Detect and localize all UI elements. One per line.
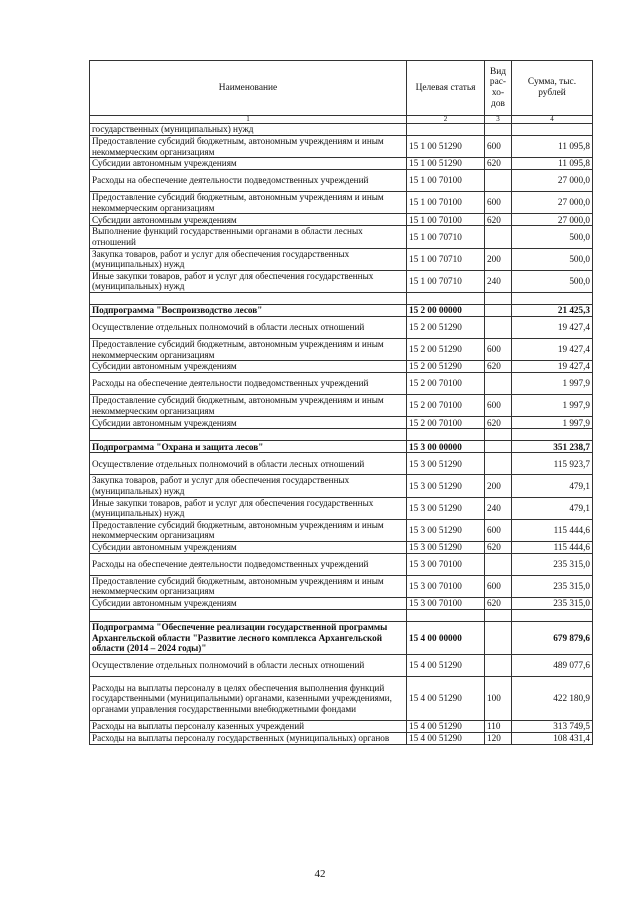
table-row — [90, 226, 593, 248]
row-sum: 19 427,4 — [512, 316, 593, 338]
row-article: 15 3 00 51290 — [407, 497, 485, 519]
row-name: Закупка товаров, работ и услуг для обеспечения государственных (муниципальных) нужд — [90, 248, 407, 270]
empty-cell — [485, 292, 512, 304]
table-row — [90, 270, 593, 292]
row-name: Расходы на обеспечение деятельности подведомственных учреждений — [90, 553, 407, 575]
row-expense-type: 110 — [485, 721, 512, 733]
table-row — [90, 655, 593, 677]
row-article: 15 3 00 70100 — [407, 553, 485, 575]
table-row — [90, 598, 593, 610]
row-article: 15 3 00 51290 — [407, 453, 485, 475]
row-article: 15 2 00 70100 — [407, 373, 485, 395]
row-name: Подпрограмма "Воспроизводство лесов" — [90, 304, 407, 316]
row-article: 15 1 00 70710 — [407, 226, 485, 248]
row-sum: 679 879,6 — [512, 622, 593, 655]
row-name: Расходы на обеспечение деятельности подведомственных учреждений — [90, 373, 407, 395]
row-sum: 108 431,4 — [512, 733, 593, 745]
empty-cell — [90, 429, 407, 441]
table-row — [90, 475, 593, 497]
row-sum: 489 077,6 — [512, 655, 593, 677]
table-row — [90, 170, 593, 192]
row-expense-type: 240 — [485, 497, 512, 519]
row-expense-type: 200 — [485, 248, 512, 270]
row-expense-type — [485, 316, 512, 338]
row-sum: 351 238,7 — [512, 441, 593, 453]
column-number: 4 — [512, 116, 593, 124]
row-sum: 115 444,6 — [512, 519, 593, 541]
table-row — [90, 519, 593, 541]
header-sum: Сумма, тыс. рублей — [512, 61, 593, 116]
row-expense-type: 100 — [485, 677, 512, 721]
row-expense-type: 600 — [485, 575, 512, 597]
row-expense-type: 620 — [485, 361, 512, 373]
budget-table-body — [90, 61, 593, 745]
row-sum: 115 444,6 — [512, 541, 593, 553]
row-expense-type: 620 — [485, 598, 512, 610]
column-number-row — [90, 116, 593, 124]
spacer-row — [90, 610, 593, 622]
table-row — [90, 395, 593, 417]
row-name: Подпрограмма "Охрана и защита лесов" — [90, 441, 407, 453]
row-name: Субсидии автономным учреждениям — [90, 361, 407, 373]
header-name: Наименование — [90, 61, 407, 116]
row-sum: 235 315,0 — [512, 598, 593, 610]
row-name: Предоставление субсидий бюджетным, автономным учреждениям и иным некоммерческим организациям — [90, 192, 407, 214]
row-name: Субсидии автономным учреждениям — [90, 158, 407, 170]
spacer-row — [90, 292, 593, 304]
table-row — [90, 417, 593, 429]
row-expense-type: 620 — [485, 417, 512, 429]
row-sum: 115 923,7 — [512, 453, 593, 475]
row-sum: 235 315,0 — [512, 575, 593, 597]
row-expense-type: 120 — [485, 733, 512, 745]
table-row — [90, 575, 593, 597]
row-expense-type: 600 — [485, 395, 512, 417]
row-article: 15 3 00 51290 — [407, 519, 485, 541]
page-number: 42 — [314, 868, 326, 880]
row-name: государственных (муниципальных) нужд — [90, 124, 407, 136]
empty-cell — [407, 610, 485, 622]
row-sum: 21 425,3 — [512, 304, 593, 316]
row-article: 15 3 00 70100 — [407, 575, 485, 597]
row-article: 15 3 00 00000 — [407, 441, 485, 453]
row-expense-type — [485, 170, 512, 192]
empty-cell — [485, 610, 512, 622]
row-expense-type — [485, 441, 512, 453]
table-header-row — [90, 61, 593, 116]
row-article: 15 2 00 70100 — [407, 417, 485, 429]
row-expense-type: 200 — [485, 475, 512, 497]
row-name: Расходы на выплаты персоналу государственных (муниципальных) органов — [90, 733, 407, 745]
table-row — [90, 721, 593, 733]
row-expense-type: 620 — [485, 214, 512, 226]
header-expense-type: Вид рас-хо-дов — [485, 61, 512, 116]
row-article: 15 3 00 51290 — [407, 475, 485, 497]
row-article: 15 2 00 00000 — [407, 304, 485, 316]
row-expense-type — [485, 226, 512, 248]
row-sum: 11 095,8 — [512, 158, 593, 170]
row-name: Подпрограмма "Обеспечение реализации государственной программы Архангельской области "Развитие лесного комплекса Архангельской области (2014 – 2024 годы)" — [90, 622, 407, 655]
table-row — [90, 124, 593, 136]
row-expense-type: 240 — [485, 270, 512, 292]
row-article: 15 3 00 51290 — [407, 541, 485, 553]
table-row — [90, 553, 593, 575]
row-expense-type — [485, 622, 512, 655]
row-expense-type: 620 — [485, 541, 512, 553]
table-row — [90, 192, 593, 214]
column-number: 3 — [485, 116, 512, 124]
row-name: Осуществление отдельных полномочий в области лесных отношений — [90, 655, 407, 677]
row-name: Субсидии автономным учреждениям — [90, 541, 407, 553]
row-article: 15 4 00 51290 — [407, 721, 485, 733]
empty-cell — [512, 292, 593, 304]
row-article: 15 2 00 51290 — [407, 361, 485, 373]
row-sum: 479,1 — [512, 497, 593, 519]
subprogram-row — [90, 441, 593, 453]
row-expense-type — [485, 655, 512, 677]
row-expense-type: 600 — [485, 338, 512, 360]
row-name: Расходы на выплаты персоналу в целях обеспечения выполнения функций государственными (муниципальными) органами, казенными учреждениями, органами управления государственными внебюджетными фондами — [90, 677, 407, 721]
row-name: Расходы на выплаты персоналу казенных учреждений — [90, 721, 407, 733]
row-name: Предоставление субсидий бюджетным, автономным учреждениям и иным некоммерческим организациям — [90, 395, 407, 417]
row-article: 15 1 00 51290 — [407, 136, 485, 158]
row-name: Расходы на обеспечение деятельности подведомственных учреждений — [90, 170, 407, 192]
table-row — [90, 361, 593, 373]
row-sum — [512, 124, 593, 136]
empty-cell — [407, 292, 485, 304]
row-sum: 500,0 — [512, 226, 593, 248]
row-article: 15 1 00 70710 — [407, 270, 485, 292]
row-sum: 1 997,9 — [512, 373, 593, 395]
row-name: Предоставление субсидий бюджетным, автономным учреждениям и иным некоммерческим организациям — [90, 519, 407, 541]
row-sum: 11 095,8 — [512, 136, 593, 158]
row-name: Предоставление субсидий бюджетным, автономным учреждениям и иным некоммерческим организациям — [90, 575, 407, 597]
column-number: 1 — [90, 116, 407, 124]
column-number: 2 — [407, 116, 485, 124]
row-article: 15 4 00 51290 — [407, 677, 485, 721]
table-row — [90, 373, 593, 395]
row-expense-type: 600 — [485, 192, 512, 214]
spacer-row — [90, 429, 593, 441]
row-sum: 27 000,0 — [512, 192, 593, 214]
row-expense-type: 620 — [485, 158, 512, 170]
header-article: Целевая статья — [407, 61, 485, 116]
row-name: Субсидии автономным учреждениям — [90, 598, 407, 610]
empty-cell — [512, 610, 593, 622]
row-sum: 479,1 — [512, 475, 593, 497]
empty-cell — [512, 429, 593, 441]
row-sum: 19 427,4 — [512, 338, 593, 360]
row-sum: 19 427,4 — [512, 361, 593, 373]
row-article: 15 3 00 70100 — [407, 598, 485, 610]
table-row — [90, 541, 593, 553]
table-row — [90, 497, 593, 519]
row-article: 15 2 00 51290 — [407, 338, 485, 360]
row-name: Закупка товаров, работ и услуг для обеспечения государственных (муниципальных) нужд — [90, 475, 407, 497]
row-article: 15 1 00 70100 — [407, 192, 485, 214]
table-row — [90, 453, 593, 475]
table-row — [90, 158, 593, 170]
row-expense-type: 600 — [485, 136, 512, 158]
row-sum: 1 997,9 — [512, 395, 593, 417]
row-expense-type — [485, 553, 512, 575]
row-expense-type — [485, 304, 512, 316]
table-row — [90, 136, 593, 158]
empty-cell — [407, 429, 485, 441]
row-name: Осуществление отдельных полномочий в области лесных отношений — [90, 316, 407, 338]
row-sum: 500,0 — [512, 248, 593, 270]
row-sum: 235 315,0 — [512, 553, 593, 575]
row-name: Предоставление субсидий бюджетным, автономным учреждениям и иным некоммерческим организациям — [90, 136, 407, 158]
table-row — [90, 248, 593, 270]
row-sum: 27 000,0 — [512, 170, 593, 192]
empty-cell — [90, 292, 407, 304]
row-article: 15 1 00 70100 — [407, 214, 485, 226]
row-sum: 27 000,0 — [512, 214, 593, 226]
row-article: 15 1 00 51290 — [407, 158, 485, 170]
row-expense-type — [485, 124, 512, 136]
row-article: 15 4 00 51290 — [407, 655, 485, 677]
table-row — [90, 677, 593, 721]
row-article: 15 1 00 70100 — [407, 170, 485, 192]
row-name: Субсидии автономным учреждениям — [90, 417, 407, 429]
subprogram-row — [90, 622, 593, 655]
table-row — [90, 338, 593, 360]
row-name: Иные закупки товаров, работ и услуг для обеспечения государственных (муниципальных) нужд — [90, 270, 407, 292]
row-expense-type: 600 — [485, 519, 512, 541]
row-article: 15 4 00 51290 — [407, 733, 485, 745]
row-article: 15 4 00 00000 — [407, 622, 485, 655]
subprogram-row — [90, 304, 593, 316]
row-name: Выполнение функций государственными органами в области лесных отношений — [90, 226, 407, 248]
empty-cell — [90, 610, 407, 622]
row-expense-type — [485, 373, 512, 395]
row-article: 15 2 00 51290 — [407, 316, 485, 338]
table-row — [90, 733, 593, 745]
empty-cell — [485, 429, 512, 441]
budget-table — [89, 60, 593, 745]
row-sum: 500,0 — [512, 270, 593, 292]
row-sum: 1 997,9 — [512, 417, 593, 429]
table-row — [90, 214, 593, 226]
row-name: Субсидии автономным учреждениям — [90, 214, 407, 226]
row-name: Осуществление отдельных полномочий в области лесных отношений — [90, 453, 407, 475]
row-expense-type — [485, 453, 512, 475]
row-article — [407, 124, 485, 136]
row-article: 15 2 00 70100 — [407, 395, 485, 417]
row-sum: 313 749,5 — [512, 721, 593, 733]
row-name: Иные закупки товаров, работ и услуг для обеспечения государственных (муниципальных) нужд — [90, 497, 407, 519]
row-article: 15 1 00 70710 — [407, 248, 485, 270]
table-row — [90, 316, 593, 338]
row-name: Предоставление субсидий бюджетным, автономным учреждениям и иным некоммерческим организациям — [90, 338, 407, 360]
row-sum: 422 180,9 — [512, 677, 593, 721]
